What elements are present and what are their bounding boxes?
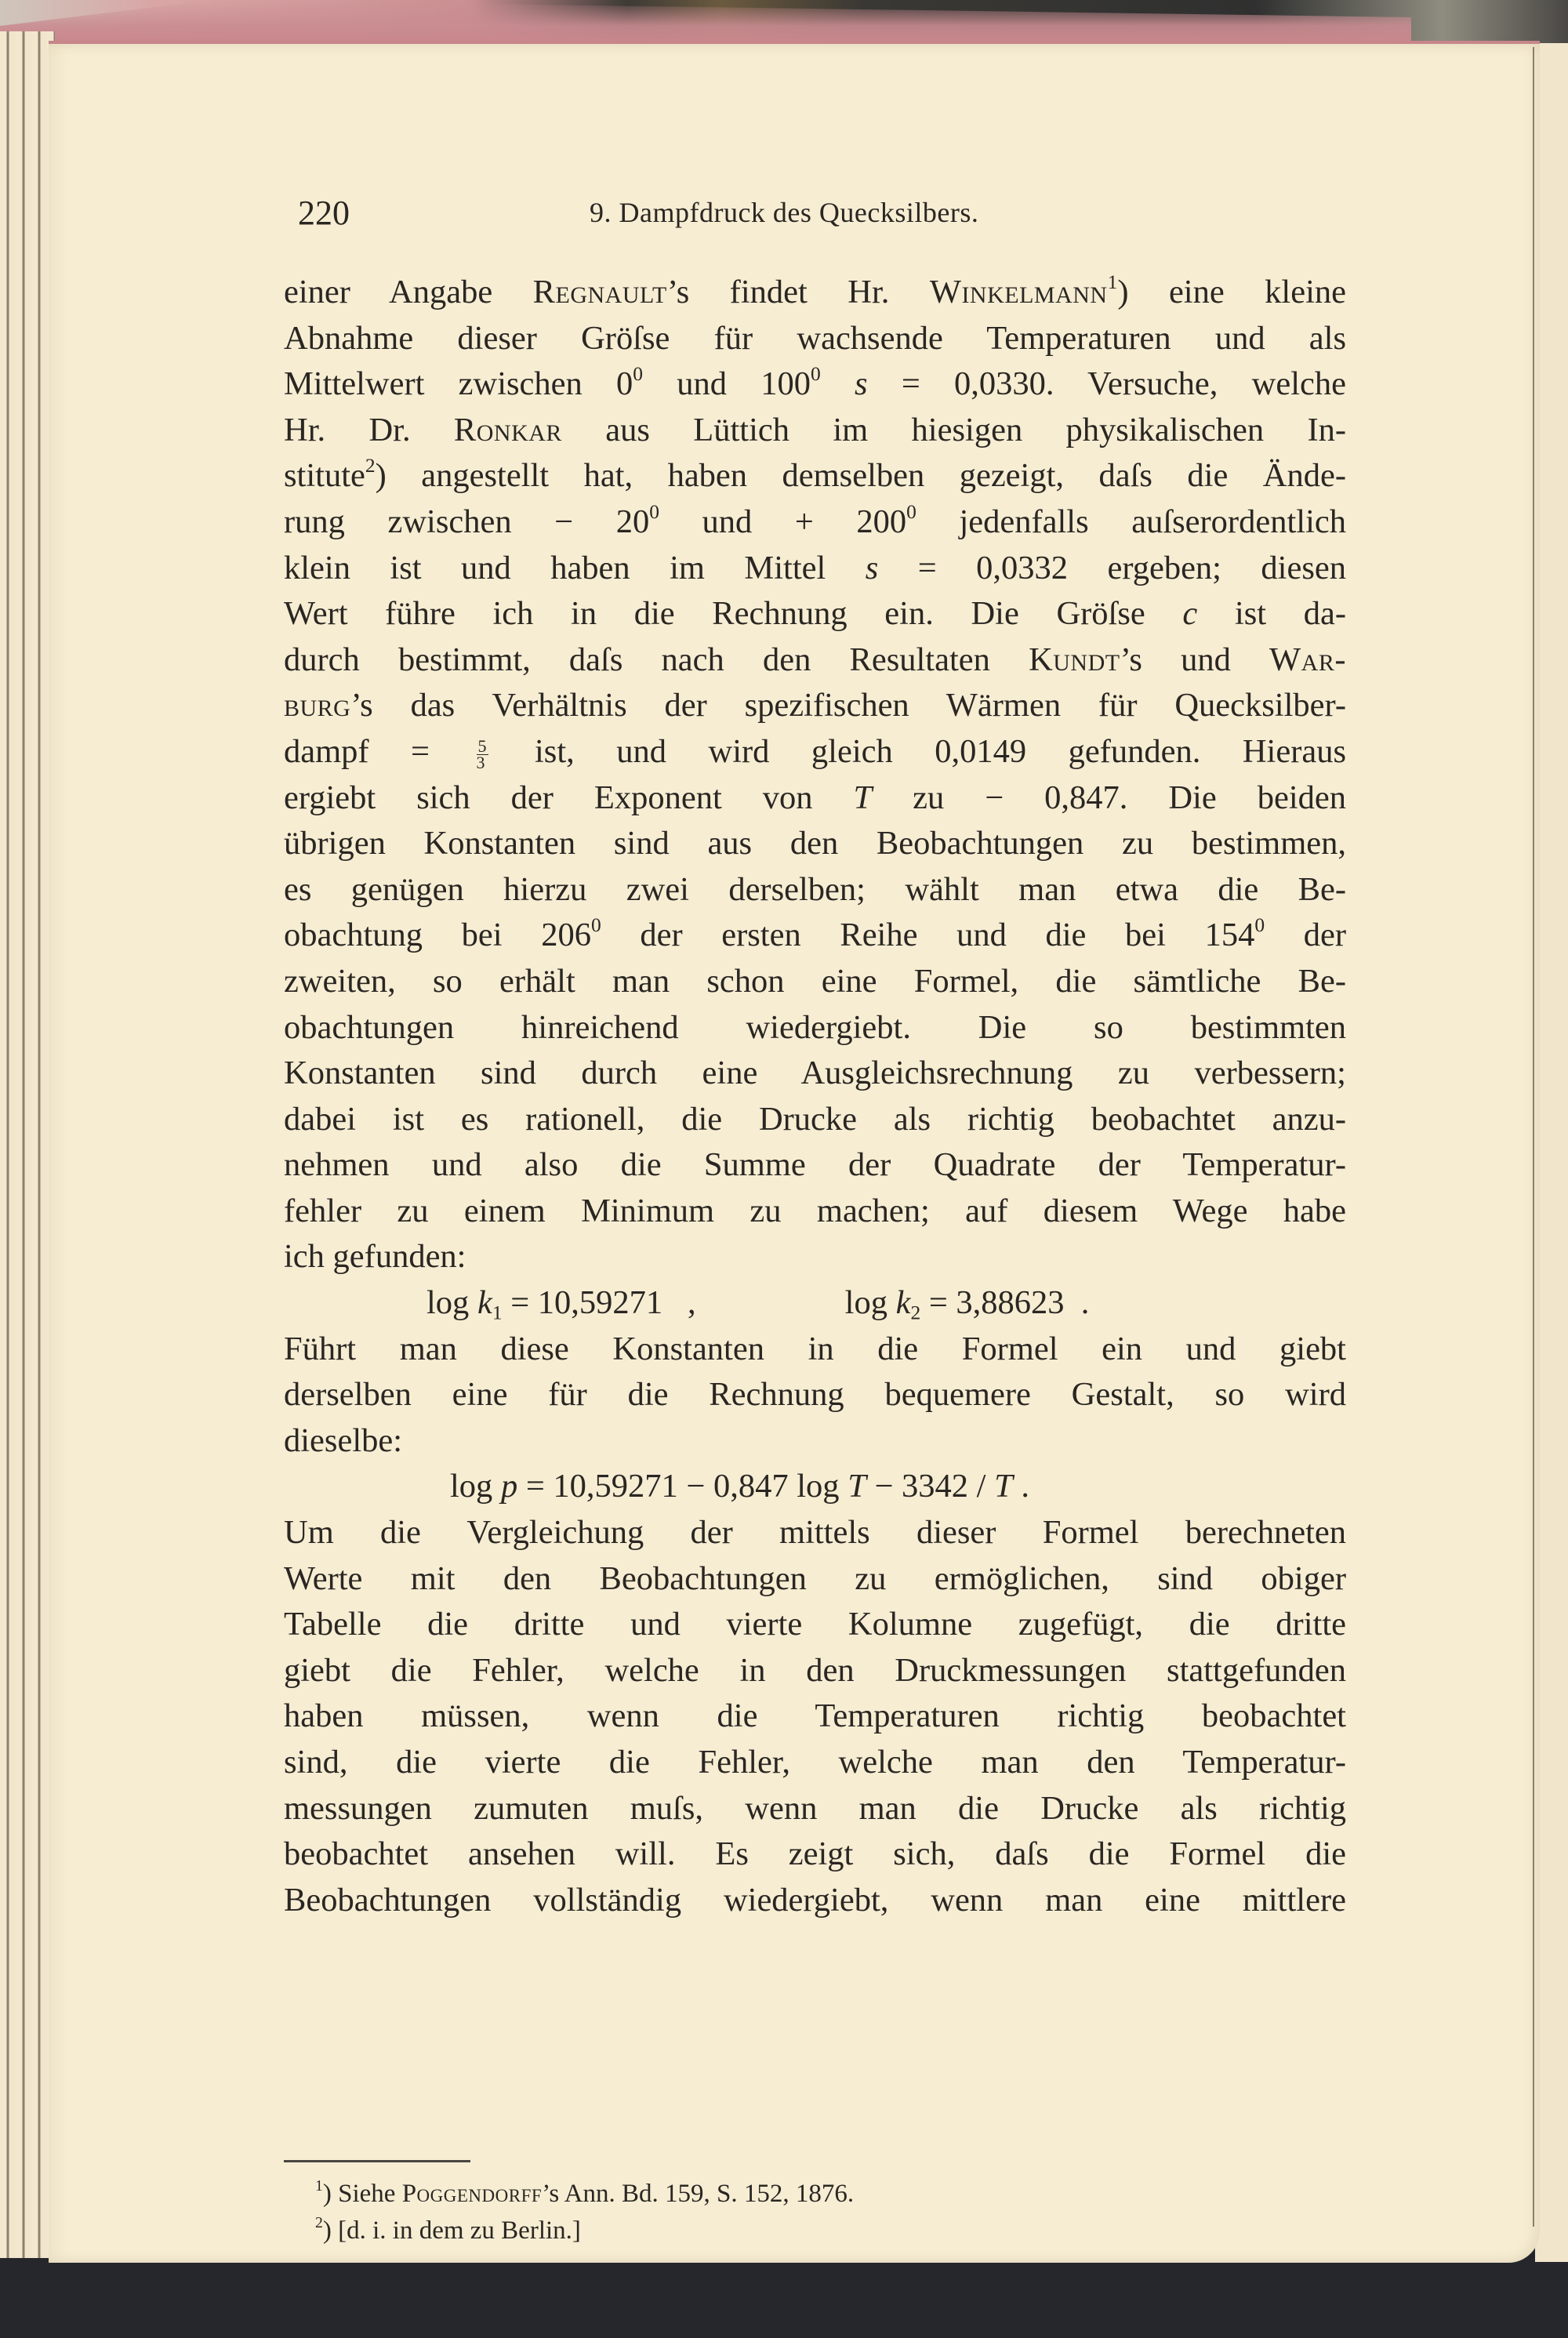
text-line: Um die Vergleichung der mittels dieser Formel berechneten bbox=[284, 1514, 1346, 1552]
facing-page-edge bbox=[1535, 43, 1568, 2262]
superscript: 1 bbox=[1107, 270, 1118, 294]
superscript: 2 bbox=[315, 2214, 323, 2232]
text-line: zweiten, so erhält man schon eine Formel, die sämtliche Be- bbox=[284, 962, 1346, 1000]
text-line: Mittelwert zwischen $0^0$ und $100^0$ s = 0,0330. Versuche, welche bbox=[284, 362, 1347, 403]
text-line: giebt die Fehler, welche in den Druckmessungen stattgefunden bbox=[284, 1651, 1346, 1689]
superscript: 0 bbox=[906, 500, 916, 524]
author-name: burg bbox=[284, 687, 351, 724]
superscript: 1 bbox=[315, 2177, 323, 2195]
text-line: Führt man diese Konstanten in die Formel ein und giebt bbox=[284, 1330, 1346, 1367]
text-line: obachtungen hinreichend wiedergiebt. Die so bestimmten bbox=[284, 1008, 1346, 1046]
superscript: 0 bbox=[1254, 913, 1265, 937]
text-line: übrigen Konstanten sind aus den Beobachtungen zu bestimmen, bbox=[284, 825, 1346, 862]
text-line: es genügen hierzu zwei derselben; wählt man etwa die Be- bbox=[284, 870, 1346, 908]
fraction-numerator: 5 bbox=[477, 735, 487, 756]
body-text bbox=[284, 270, 1346, 1923]
text-line: dieselbe: bbox=[284, 1421, 403, 1459]
text-line: burg’s das Verhältnis der spezifischen Wärmen für Quecksilber- bbox=[284, 687, 1346, 724]
running-head bbox=[284, 187, 1346, 234]
math-symbol: T bbox=[994, 1468, 1013, 1505]
page-content bbox=[284, 187, 1347, 2245]
math-symbol: s bbox=[865, 549, 879, 586]
text-line: derselben eine für die Rechnung bequemere Gestalt, so wird bbox=[284, 1376, 1346, 1414]
superscript: 0 bbox=[811, 362, 821, 386]
subscript: 2 bbox=[910, 1301, 921, 1324]
footnote: $^1$) Siehe Poggendorff’s Ann. Bd. 159, S. 152, 1876. bbox=[315, 2177, 855, 2208]
subscript: 1 bbox=[492, 1301, 503, 1324]
footnote-rule bbox=[284, 2160, 470, 2162]
superscript: 0 bbox=[649, 500, 659, 524]
page-number: 220 bbox=[298, 194, 350, 232]
author-name: Winkelmann bbox=[929, 274, 1108, 310]
math-symbol: k bbox=[895, 1284, 911, 1322]
gutter-line bbox=[1533, 47, 1534, 2227]
superscript: 0 bbox=[633, 362, 644, 386]
text-line: sind, die vierte die Fehler, welche man den Temperatur- bbox=[284, 1744, 1346, 1781]
text-line: ergiebt sich der Exponent von T zu − 0,847. Die beiden bbox=[284, 779, 1346, 816]
author-name: Regnault bbox=[532, 274, 667, 310]
text-line: ich gefunden: bbox=[284, 1238, 466, 1276]
author-name: Poggendorff bbox=[401, 2180, 543, 2208]
text-line: rung zwischen − $20^0$ und + $200^0$ jedenfalls auſserordentlich bbox=[284, 500, 1346, 540]
text-line: durch bestimmt, daſs nach den Resultaten Kundt’s und War- bbox=[284, 641, 1346, 678]
text-line: Wert führe ich in die Rechnung ein. Die Gröſse c ist da- bbox=[284, 595, 1346, 633]
author-name: Ronkar bbox=[453, 411, 562, 448]
math-symbol: T bbox=[848, 1468, 866, 1505]
text-line: Werte mit den Beobachtungen zu ermöglichen, sind obiger bbox=[284, 1559, 1346, 1597]
book-cover-bottom bbox=[0, 2258, 1568, 2338]
running-title: 9. Dampfdruck des Quecksilbers. bbox=[590, 197, 979, 228]
author-name: War- bbox=[1269, 641, 1346, 678]
text-line: dampf = $\frac{5}{3}$ ist, und wird gleich 0,0149 gefunden. Hieraus bbox=[284, 732, 1346, 772]
fraction bbox=[476, 735, 488, 772]
page-stack-edges bbox=[0, 31, 55, 2274]
text-line: haben müssen, wenn die Temperaturen richtig beobachtet bbox=[284, 1697, 1346, 1735]
superscript: 2 bbox=[365, 454, 376, 477]
text-line: Beobachtungen vollständig wiedergiebt, wenn man eine mittlere bbox=[284, 1881, 1346, 1919]
text-line: nehmen und also die Summe der Quadrate der Temperatur- bbox=[284, 1146, 1346, 1184]
math-symbol: T bbox=[853, 779, 873, 816]
math-symbol: c bbox=[1182, 595, 1198, 633]
formula: $\log k_1 = 10,59271$ , $\log k_2 = 3,88623$ . bbox=[426, 1284, 1090, 1324]
footnotes bbox=[315, 2176, 854, 2249]
text-line: obachtung bei $206^0$ der ersten Reihe und die bei $154^0$ der bbox=[284, 913, 1346, 954]
text-line: Abnahme dieser Gröſse für wachsende Temperaturen und als bbox=[284, 319, 1346, 357]
formula: log p = 10,59271 − 0,847 log T − 3342 / T . bbox=[450, 1468, 1029, 1505]
text-line: messungen zumuten muſs, wenn man die Drucke als richtig bbox=[284, 1789, 1346, 1827]
footnote: $^2$) [d. i. in dem zu Berlin.] bbox=[315, 2214, 581, 2245]
text-line: stitute$^2$) angestellt hat, haben demselben gezeigt, daſs die Ände- bbox=[284, 454, 1346, 495]
text-line: Konstanten sind durch eine Ausgleichsrechnung zu verbessern; bbox=[284, 1055, 1346, 1092]
text-line: Tabelle die dritte und vierte Kolumne zugefügt, die dritte bbox=[284, 1606, 1346, 1643]
text-line: fehler zu einem Minimum zu machen; auf diesem Wege habe bbox=[284, 1192, 1346, 1229]
math-symbol: k bbox=[477, 1284, 492, 1322]
math-symbol: s bbox=[855, 365, 868, 403]
text-line: beobachtet ansehen will. Es zeigt sich, daſs die Formel die bbox=[284, 1835, 1346, 1873]
math-symbol: p bbox=[500, 1468, 518, 1505]
superscript: 0 bbox=[590, 913, 601, 937]
author-name: Kundt bbox=[1029, 641, 1120, 678]
text-line: einer Angabe Regnault’s findet Hr. Winkelmann$^1$) eine kleine bbox=[284, 270, 1347, 310]
text-line: Hr. Dr. Ronkar aus Lüttich im hiesigen physikalischen In- bbox=[284, 411, 1347, 448]
text-line: klein ist und haben im Mittel s = 0,0332 ergeben; diesen bbox=[284, 549, 1346, 586]
fraction-denominator: 3 bbox=[476, 752, 485, 772]
text-line: dabei ist es rationell, die Drucke als richtig beobachtet anzu- bbox=[284, 1100, 1346, 1138]
